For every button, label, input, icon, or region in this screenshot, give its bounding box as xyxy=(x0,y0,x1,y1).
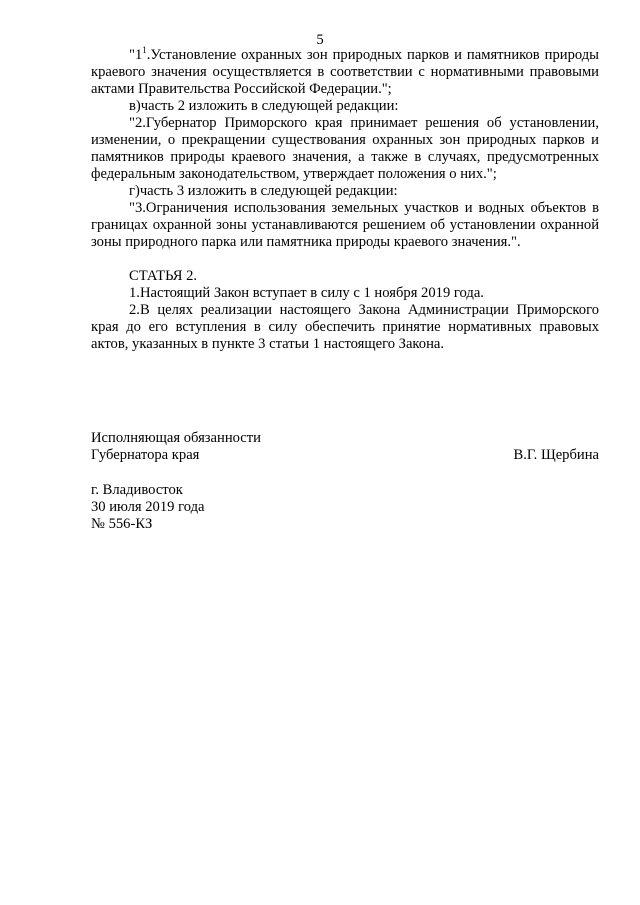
amendment-v-intro: в)часть 2 изложить в следующей редакции: xyxy=(129,98,399,114)
page-number: 5 xyxy=(316,32,324,48)
city: г. Владивосток xyxy=(91,482,183,498)
date: 30 июля 2019 года xyxy=(91,499,205,515)
document-body xyxy=(91,47,599,353)
article-2-item-2: 2.В целях реализации настоящего Закона Администрации Приморского края до его вступления в силу обеспечить принятие нормативных правовых актов, указанных в пункте 3 статьи 1 настоящего Закона. xyxy=(91,302,599,352)
paragraph-1-1-prefix: "1 xyxy=(129,47,143,63)
signatory-name: В.Г. Щербина xyxy=(513,447,599,463)
article-2-heading: СТАТЬЯ 2. xyxy=(129,268,198,284)
paragraph-2-governor-decisions: "2.Губернатор Приморского края принимает решения об установлении, изменении, о прекращении существования охранных зон природных парков и памятников природы краевого значения, а также в случаях, предусмотренных федеральным законодательством, утверждает положения о них."; xyxy=(91,115,599,182)
signature-block xyxy=(91,430,599,464)
amendment-g-intro: г)часть 3 изложить в следующей редакции: xyxy=(129,183,398,199)
paragraph-1-1-superscript: 1 xyxy=(142,45,147,56)
place-date-number xyxy=(91,482,204,533)
signatory-title-line-2: Губернатора края xyxy=(91,447,200,463)
law-number: № 556-КЗ xyxy=(91,516,153,532)
paragraph-3-land-use-restrictions: "3.Ограничения использования земельных участков и водных объектов в границах охранной зоны устанавливаются решением об установлении охранной зоны природного парка или памятника природы краевого значения.". xyxy=(91,200,599,250)
paragraph-1-1-protection-zones xyxy=(91,47,599,98)
paragraph-1-1-text: .Установление охранных зон природных парков и памятников природы краевого значения осуществляется в соответствии с нормативными правовыми актами Правительства Российской Федерации."; xyxy=(91,47,599,97)
signatory-title-line-1: Исполняющая обязанности xyxy=(91,430,261,446)
article-2-item-1: 1.Настоящий Закон вступает в силу с 1 ноября 2019 года. xyxy=(129,285,484,301)
